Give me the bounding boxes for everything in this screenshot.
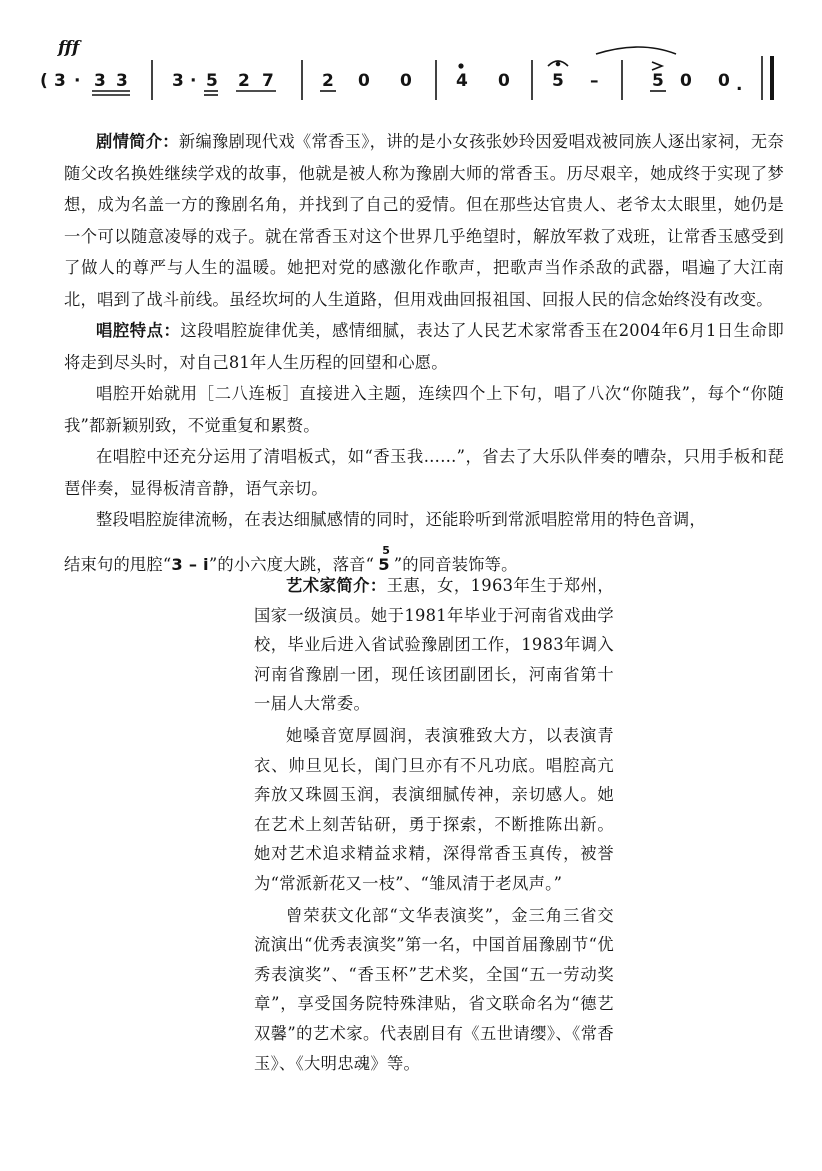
- notation-svg: [40, 36, 782, 106]
- tie-arc: [596, 47, 676, 54]
- note: 4: [456, 71, 468, 91]
- accent-icon: [652, 62, 662, 70]
- artist-p1-text: 王惠，女，1963年生于郑州，国家一级演员。她于1981年毕业于河南省戏曲学校，毕业后进入省试验豫剧团工作，1983年调入河南省豫剧一团，现任该团副团长，河南省第十一届人大常委。: [254, 576, 614, 714]
- features-p4b: 结束句的甩腔“: [64, 554, 172, 574]
- note: 3: [116, 71, 128, 91]
- note: 0: [680, 71, 692, 91]
- note: 2: [322, 71, 334, 91]
- ornament-note: 5: [378, 554, 390, 574]
- main-text: [64, 126, 784, 580]
- note: 0: [498, 71, 510, 91]
- octave-dot: [459, 64, 463, 68]
- artist-p2: 她嗓音宽厚圆润，表演雅致大方，以表演青衣、帅旦见长，闺门旦亦有不凡功底。唱腔高亢奔放又珠圆玉润，表演细腻传神，亲切感人。她在艺术上刻苦钻研，勇于探索，不断推陈出新。她对艺术追求精益求精，深得常香玉真传，被誉为“常派新花又一枝”、“雏凤清于老凤声。”: [254, 725, 614, 893]
- note: 5: [206, 71, 218, 91]
- dynamic-marking: fff: [58, 38, 80, 58]
- features-p4c: ”的小六度大跳，落音“: [208, 554, 375, 574]
- artist-p1: [254, 571, 614, 719]
- dash: –: [590, 71, 599, 91]
- synopsis-text: 新编豫剧现代戏《常香玉》，讲的是小女孩张妙玲因爱唱戏被同族人逐出家祠，无奈随父改名换姓继续学戏的故事，他就是被人称为豫剧大师的常香玉。历尽艰辛，她成终于实现了梦想，成为名盖一方的豫剧名角，并找到了自己的爱情。但在那些达官贵人、老爷太太眼里，她仍是一个可以随意凌辱的戏子。就在常香玉对这个世界几乎绝望时，解放军救了戏班，让常香玉感受到了做人的尊严与人生的温暖。她把对党的感激化作歌声，把歌声当作杀敌的武器，唱遍了大江南北，唱到了战斗前线。虽经坎坷的人生道路，但用戏曲回报祖国、回报人民的信念始终没有改变。: [64, 132, 784, 309]
- features-text: 这段唱腔旋律优美，感情细腻，表达了人民艺术家常香玉在2004年6月1日生命即将走到尽头时，对自己81年人生历程的回望和心愿。: [64, 321, 784, 372]
- dot: ·: [74, 71, 81, 91]
- note: 7: [262, 71, 274, 91]
- features-label: 唱腔特点：: [96, 321, 181, 340]
- end-dot: .: [736, 75, 743, 95]
- features-p2: 唱腔开始就用［二八连板］直接进入主题，连续四个上下句，唱了八次“你随我”，每个“你随我”都新颖别致，不觉重复和累赘。: [64, 384, 784, 435]
- note: 0: [400, 71, 412, 91]
- artist-p3: 曾荣获文化部“文华表演奖”，金三角三省交流演出“优秀表演奖”第一名，中国首届豫剧节“优秀表演奖”、“香玉杯”艺术奖，全国“五一劳动奖章”，享受国务院特殊津贴，省文联命名为“德艺双馨”的艺术家。代表剧目有《五世请缨》、《常香玉》、《大明忠魂》等。: [254, 905, 614, 1073]
- features-paragraph: [64, 315, 784, 378]
- artist-label: 艺术家简介：: [286, 576, 387, 595]
- note: 0: [358, 71, 370, 91]
- grace-note: 5: [382, 543, 391, 557]
- open-paren: (: [40, 71, 48, 91]
- cadence-notes: 3 – i: [171, 554, 209, 574]
- artist-bio: [254, 571, 614, 1078]
- note: 3: [54, 71, 66, 91]
- note: 2: [238, 71, 250, 91]
- synopsis-label: 剧情简介：: [96, 132, 179, 151]
- note: 3: [94, 71, 106, 91]
- features-p4d: ”的同音装饰等。: [393, 554, 518, 574]
- features-p4: 整段唱腔旋律流畅，在表达细腻感情的同时，还能聆听到常派唱腔常用的特色音调，: [96, 510, 706, 529]
- note: 3: [172, 71, 184, 91]
- dot: ·: [190, 71, 197, 91]
- features-p3: 在唱腔中还充分运用了清唱板式，如“香玉我……”，省去了大乐队伴奏的嘈杂，只用手板和琵琶伴奏，显得板清音静，语气亲切。: [64, 447, 784, 498]
- synopsis-paragraph: [64, 126, 784, 315]
- note: 0: [718, 71, 730, 91]
- fermata-dot: [557, 63, 560, 66]
- note: 5: [552, 71, 564, 91]
- note: 5: [652, 71, 664, 91]
- notation-staff: [40, 36, 782, 106]
